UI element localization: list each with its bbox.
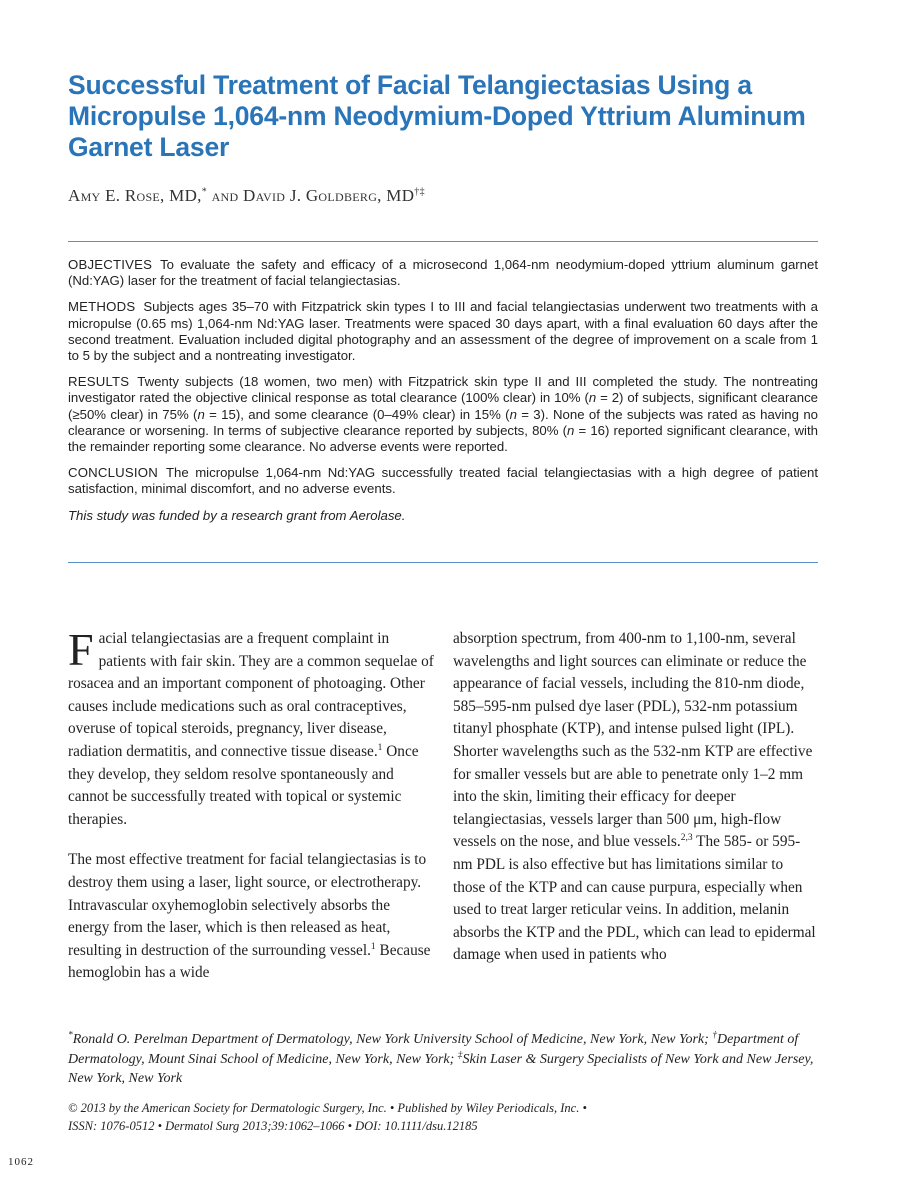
section-label: OBJECTIVES	[68, 257, 153, 272]
n-variable: n	[197, 406, 205, 422]
section-label: METHODS	[68, 299, 136, 315]
author-conjunction: and	[211, 186, 239, 205]
affiliation-mark: †‡	[414, 186, 425, 198]
abstract	[68, 257, 818, 534]
section-text: Subjects ages 35–70 with Fitzpatrick skin types I to III and facial telangiectasias underwent two treatments with a micropulse (0.65 ms) 1,064-nm Nd:YAG laser. Treatments were spaced 30 days apart, with a final evaluation 60 days after the second treatment. Evaluation included digital photography and an assessment of the degree of improvement on a scale from 1 to 5 by the subject and a nontreating investigator.	[68, 299, 818, 364]
abstract-methods	[68, 299, 818, 364]
bottom-divider	[68, 562, 818, 563]
body-paragraph: The most effective treatment for facial telangiectasias is to destroy them using a laser, light source, or electrotherapy. Intravascular oxyhemoglobin selectively absorbs the energy from the laser, which is then released as heat, resulting in destruction of the surrounding vessel.$^1$ Because hemoglobin has a wide	[68, 851, 431, 982]
section-label: RESULTS	[68, 374, 130, 390]
reference-mark: 1	[370, 941, 376, 952]
n-variable: n	[567, 422, 575, 438]
author-line	[68, 186, 425, 206]
reference-mark: 2,3	[680, 833, 693, 844]
author-name: Amy E. Rose, MD,	[68, 186, 202, 205]
section-text: = 2) of subjects, significant clearance (≥50% clear) in 75% (	[68, 390, 818, 422]
body-column-right	[453, 628, 819, 967]
body-column-left	[68, 624, 434, 985]
section-text: = 15), and some clearance (0–49% clear) in 15% (	[204, 406, 510, 422]
section-text: To evaluate the safety and efficacy of a microsecond 1,064-nm neodymium-doped yttrium aluminum garnet (Nd:YAG) laser for the treatment of facial telangiectasias.	[68, 257, 818, 289]
funding-statement: This study was funded by a research grant from Aerolase.	[68, 507, 406, 523]
section-text: = 3). None of the subjects was rated as having no clearance or worsening. In terms of subjective clearance reported by subjects, 80% (	[68, 406, 818, 438]
affiliations: *Ronald O. Perelman Department of Dermatology, New York University School of Medicine, New York, New York; †Department of Dermatology, Mount Sinai School of Medicine, New York, New York; ‡Skin Laser & Surgery Specialists of New York and New Jersey, New York, New York	[68, 1030, 814, 1086]
copyright-notice: © 2013 by the American Society for Dermatologic Surgery, Inc. • Published by Wiley Periodicals, Inc. • ISSN: 1076-0512 • Dermatol Surg 2013;39:1062–1066 • DOI: 10.1111/dsu.12185	[68, 1101, 587, 1133]
n-variable: n	[588, 390, 597, 406]
body-paragraph-continued: absorption spectrum, from 400-nm to 1,100-nm, several wavelengths and light sources can eliminate or reduce the appearance of facial vessels, including the 810-nm diode, 585–595-nm pulsed dye laser (PDL), 532-nm potassium titanyl phosphate (KTP), and intense pulsed light (IPL). Shorter wavelengths such as the 532-nm KTP are effective for smaller vessels but are able to penetrate only 1–2 mm into the skin, limiting their efficacy for deeper telangiectasias, vessels larger than 500 μm, high-flow vessels on the nose, and blue vessels.$^{2,3}$ The 585- or 595-nm PDL is also effective but has limitations similar to those of the KTP and can cause purpura, especially when used to treat larger reticular veins. In addition, melanin absorbs the KTP and the PDL, which can lead to epidermal damage when used in patients who	[453, 630, 816, 964]
body-paragraph: Facial telangiectasias are a frequent complaint in patients with fair skin. They are a common sequelae of rosacea and an important component of photoaging. Other causes include medications such as oral contraceptives, overuse of topical steroids, pregnancy, liver disease, radiation dermatitis, and connective tissue disease.$^1$ Once they develop, they seldom resolve spontaneously and cannot be successfully treated with topical or systemic therapies.	[68, 624, 434, 828]
n-variable: n	[509, 406, 517, 422]
section-text: = 16) reported significant clearance, with the remainder reporting some clearance. No adverse events were reported.	[68, 422, 818, 455]
reference-mark: 1	[377, 742, 383, 753]
article-title: Successful Treatment of Facial Telangiectasias Using a Micropulse 1,064-nm Neodymium-Doped Yttrium Aluminum Garnet Laser	[68, 70, 806, 162]
section-label: CONCLUSION	[68, 465, 158, 481]
abstract-conclusion	[68, 465, 818, 497]
abstract-results	[68, 374, 818, 455]
drop-cap: F	[68, 624, 94, 675]
section-text: Twenty subjects (18 women, two men) with Fitzpatrick skin type II and III completed the study. The nontreating investigator rated the objective clinical response as total clearance (100% clear) in 10% (	[68, 374, 818, 406]
abstract-objectives	[68, 257, 818, 289]
page-number: 1062	[8, 1156, 34, 1168]
author-name: David J. Goldberg, MD	[243, 186, 415, 205]
top-divider	[68, 241, 818, 242]
section-text: The micropulse 1,064-nm Nd:YAG successfully treated facial telangiectasias with a high degree of patient satisfaction, minimal discomfort, and no adverse events.	[68, 465, 818, 497]
affiliation-mark: *	[201, 186, 208, 198]
